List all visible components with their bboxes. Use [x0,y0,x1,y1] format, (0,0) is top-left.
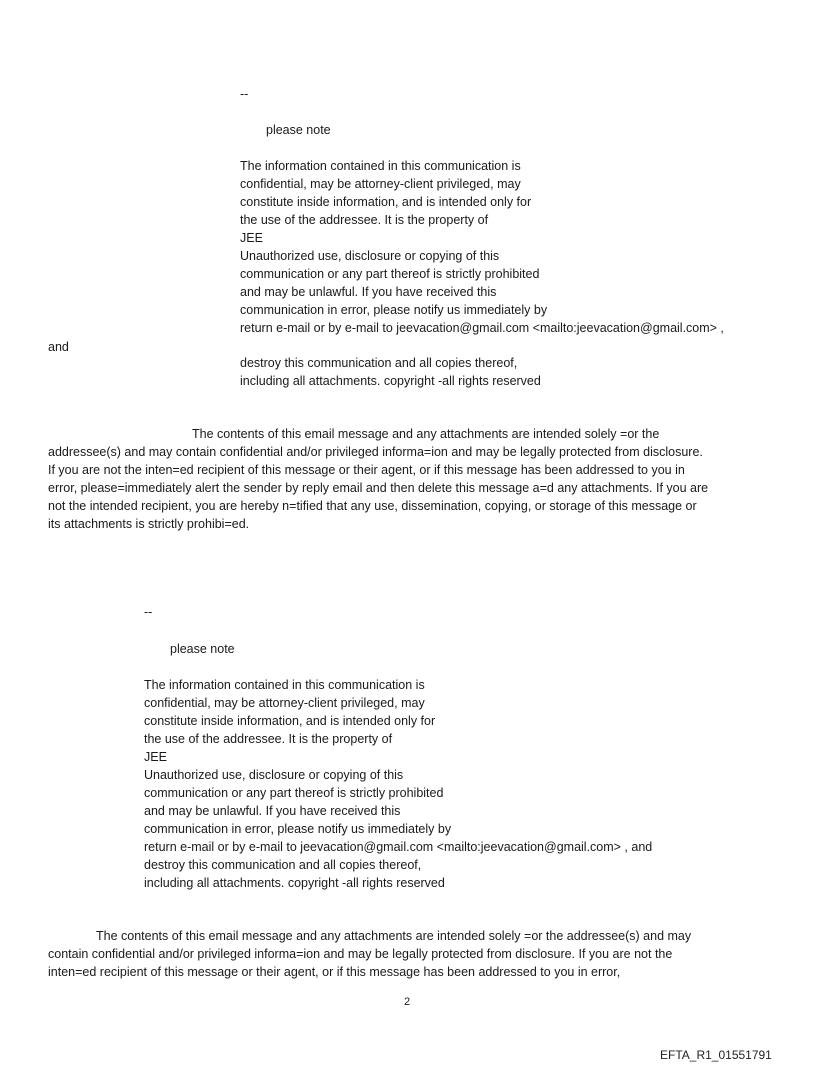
block1-line: destroy this communication and all copies thereof, [240,356,518,370]
and-word: and [48,340,69,354]
block1-line: constitute inside information, and is intended only for [240,195,532,209]
block1-line: communication or any part thereof is strictly prohibited [240,267,540,281]
block2-line: The information contained in this communication is [144,678,425,692]
block2-line: and may be unlawful. If you have received this [144,804,401,818]
notice1-line: If you are not the inten=ed recipient of this message or their agent, or if this message has been addressed to you in [48,463,685,477]
separator-2: -- [144,605,153,619]
block2-line: the use of the addressee. It is the property of [144,732,393,746]
block2-line: destroy this communication and all copies thereof, [144,858,422,872]
confidentiality-block-1-end [240,354,541,390]
block1-line: confidential, may be attorney-client privileged, may [240,177,521,191]
block1-line: JEE [240,231,263,245]
page-number: 2 [404,996,411,1008]
block1-line: the use of the addressee. It is the property of [240,213,489,227]
please-note-heading-2: please note [170,642,235,656]
block2-line: Unauthorized use, disclosure or copying of this [144,768,404,782]
document-id: EFTA_R1_01551791 [660,1048,772,1062]
notice2-line: contain confidential and/or privileged informa=ion and may be legally protected from disclosure. If you are not the [48,947,673,961]
block2-line: communication or any part thereof is strictly prohibited [144,786,444,800]
block2-line: constitute inside information, and is intended only for [144,714,436,728]
confidentiality-block-2 [144,676,652,892]
block1-line: communication in error, please notify us immediately by [240,303,548,317]
confidentiality-block-1 [240,157,724,337]
notice-paragraph-1 [48,425,708,533]
block1-line: return e-mail or by e-mail to jeevacation@gmail.com <mailto:jeevacation@gmail.com> , [240,321,724,335]
notice2-line: inten=ed recipient of this message or their agent, or if this message has been addressed to you in error, [48,965,621,979]
separator-1: -- [240,87,249,101]
block1-line: Unauthorized use, disclosure or copying of this [240,249,500,263]
notice1-line: addressee(s) and may contain confidential and/or privileged informa=ion and may be legally protected from disclosure. [48,445,703,459]
please-note-heading-1: please note [266,123,331,137]
notice-paragraph-2 [48,927,691,981]
notice1-line: not the intended recipient, you are hereby n=tified that any use, dissemination, copying, or storage of this message or [48,499,697,513]
block1-line: The information contained in this communication is [240,159,521,173]
notice1-line: error, please=immediately alert the sender by reply email and then delete this message a=d any attachments. If you are [48,481,709,495]
block2-line: including all attachments. copyright -all rights reserved [144,876,445,890]
block2-line: JEE [144,750,167,764]
block1-line: and may be unlawful. If you have received this [240,285,497,299]
notice1-line: The contents of this email message and any attachments are intended solely =or the [192,427,660,441]
notice1-line: its attachments is strictly prohibi=ed. [48,517,250,531]
notice2-line: The contents of this email message and any attachments are intended solely =or the addressee(s) and may [96,929,692,943]
block2-line: confidential, may be attorney-client privileged, may [144,696,425,710]
block2-line: communication in error, please notify us immediately by [144,822,452,836]
block2-line: return e-mail or by e-mail to jeevacation@gmail.com <mailto:jeevacation@gmail.com> , and [144,840,653,854]
block1-line: including all attachments. copyright -all rights reserved [240,374,541,388]
